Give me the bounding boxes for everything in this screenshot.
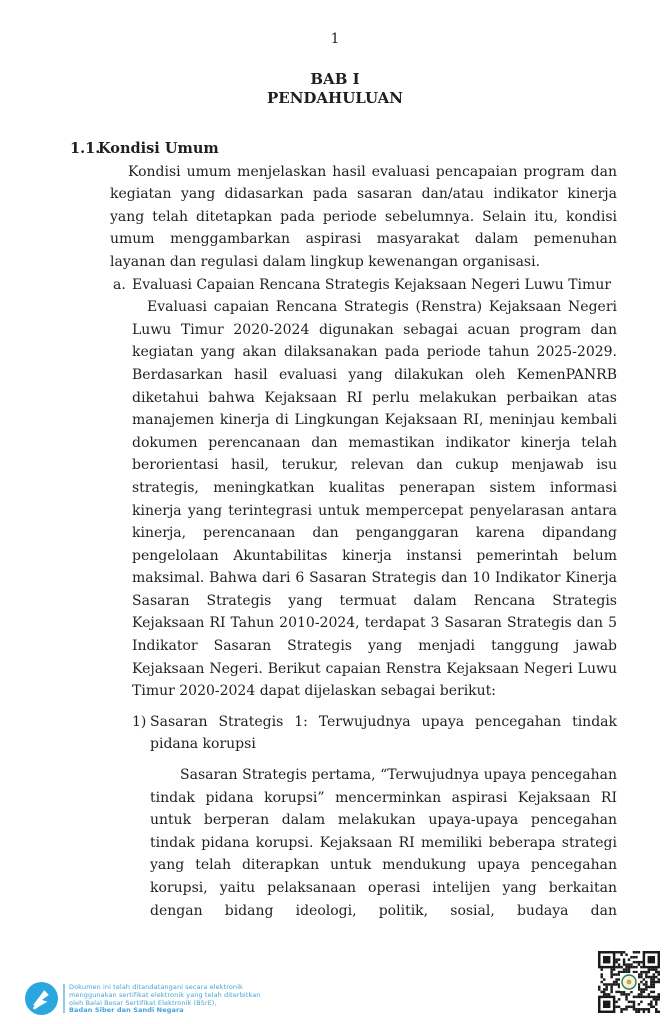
signature-line: menggunakan sertifikat elektronik yang telah diterbitkan	[69, 990, 261, 999]
bsre-logo-icon	[25, 982, 58, 1015]
list-item-1	[132, 711, 617, 756]
footer-divider	[63, 984, 65, 1013]
strategic-goal-1-paragraph: Sasaran Strategis pertama, “Terwujudnya upaya pencegahan tindak pidana korupsi” mencerminkan aspirasi Kejaksaan RI untuk berperan dalam melakukan upaya-upaya pencegahan tindak pidana korupsi. Kejaksaan RI memiliki beberapa strategi yang telah diterapkan untuk mendukung upaya pencegahan korupsi, yaitu pelaksanaan operasi intelijen yang berkaitan dengan bidang ideologi, politik, sosial, budaya dan	[150, 767, 617, 919]
section-heading	[70, 138, 617, 161]
qr-code	[598, 951, 660, 1013]
chapter-title	[0, 70, 670, 108]
list-item-a	[113, 274, 617, 297]
chapter-title-line2: PENDAHULUAN	[266, 89, 404, 107]
list-marker-1: 1)	[132, 713, 147, 730]
signature-line: oleh Balai Besar Sertifikat Elektronik (BSrE),	[69, 998, 217, 1007]
list-marker-a: a.	[113, 276, 126, 293]
intro-paragraph: Kondisi umum menjelaskan hasil evaluasi pencapaian program dan kegiatan yang didasarkan pada sasaran dan/atau indikator kinerja yang telah ditetapkan pada periode sebelumnya. Selain itu, kondisi umum menggambarkan aspirasi masyarakat dalam pemenuhan layanan dan regulasi dalam lingkup kewenangan organisasi.	[110, 163, 617, 270]
section-number: 1.1.	[70, 140, 101, 157]
page-number: 1	[330, 31, 340, 47]
section-title: Kondisi Umum	[98, 140, 219, 157]
renstra-evaluation-paragraph: Evaluasi capaian Rencana Strategis (Renstra) Kejaksaan Negeri Luwu Timur 2020-2024 digunakan sebagai acuan program dan kegiatan yang akan dilaksanakan pada periode tahun 2025-2029. Berdasarkan hasil evaluasi yang dilakukan oleh KemenPANRB diketahui bahwa Kejaksaan RI perlu melakukan perbaikan atas manajemen kinerja di Lingkungan Kejaksaan RI, meninjau kembali dokumen perencanaan dan memastikan indikator kinerja telah berorientasi hasil, terukur, relevan dan cukup menjawab isu strategis, meningkatkan kualitas penerapan sistem informasi kinerja yang terintegrasi untuk mempercepat penyelarasan antara kinerja, perencanaan dan penganggaran karena dipandang pengelolaan Akuntabilitas kinerja instansi pemerintah belum maksimal. Bahwa dari 6 Sasaran Strategis dan 10 Indikator Kinerja Sasaran Strategis yang termuat dalam Rencana Strategis Kejaksaan RI Tahun 2010-2024, terdapat 3 Sasaran Strategis dan 5 Indikator Sasaran Strategis yang menjadi tanggung jawab Kejaksaan Negeri. Berikut capaian Renstra Kejaksaan Negeri Luwu Timur 2020-2024 dapat dijelaskan sebagai berikut:	[132, 299, 617, 700]
signature-line: Dokumen ini telah ditandatangani secara elektronik	[69, 983, 243, 991]
signature-text	[69, 984, 299, 1015]
list-item-1-title: Sasaran Strategis 1: Terwujudnya upaya pencegahan tindak pidana korupsi	[150, 713, 617, 753]
chapter-title-line1: BAB I	[310, 70, 360, 88]
signature-line: Badan Siber dan Sandi Negara	[69, 1006, 184, 1015]
list-item-a-title: Evaluasi Capaian Rencana Strategis Kejaksaan Negeri Luwu Timur	[132, 276, 612, 293]
